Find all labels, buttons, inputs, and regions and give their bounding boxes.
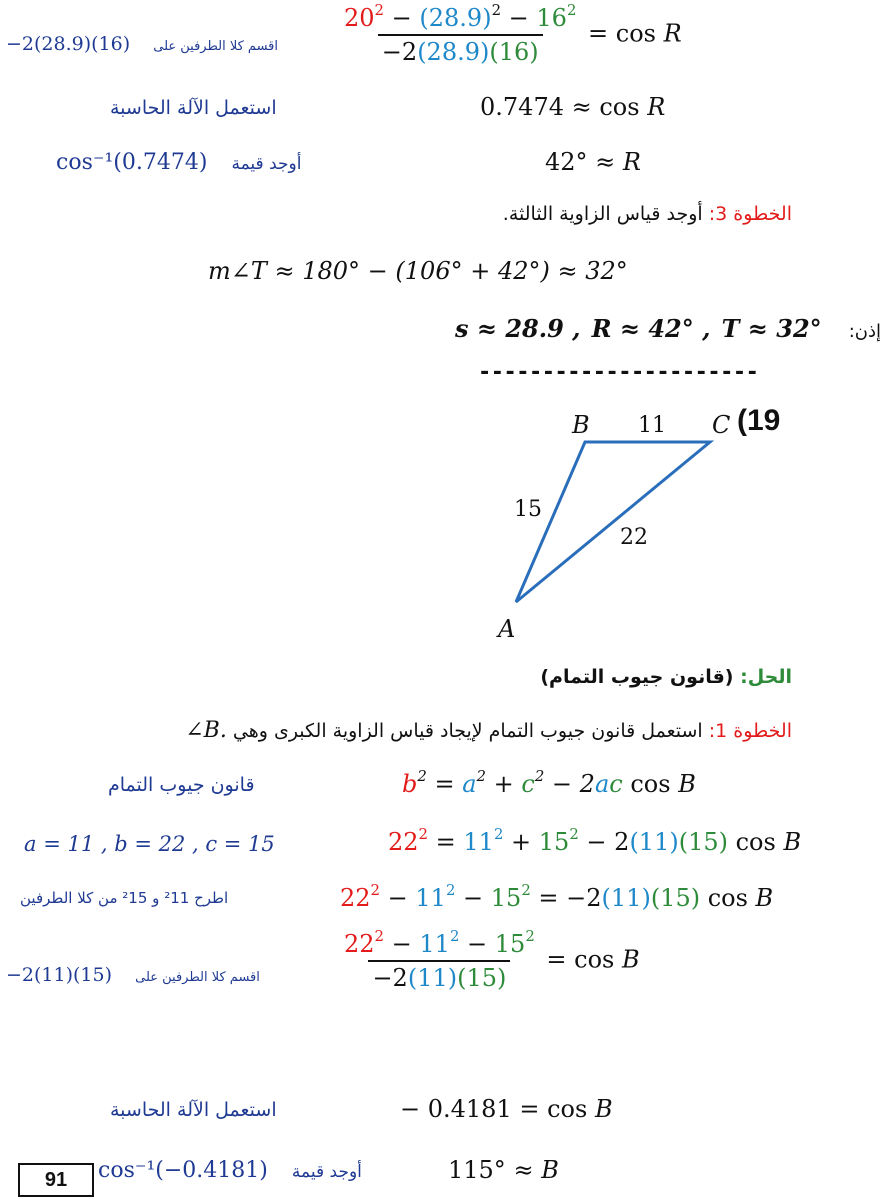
vertex-b-label: B: [572, 411, 590, 439]
calc-var: B: [594, 1095, 613, 1123]
final-value: 115° ≈: [448, 1156, 534, 1184]
final-var: B: [541, 1156, 559, 1184]
final-line: [448, 1156, 559, 1184]
divide-note-prefix: اقسم كلا الطرفين على: [135, 970, 260, 985]
step3-equation: m∠T ≈ 180° − (106° + 42°) ≈ 32°: [208, 257, 628, 285]
eq2-note: استعمل الآلة الحاسبة: [110, 97, 277, 119]
step3-label: الخطوة 3:: [708, 203, 792, 225]
solution-method: (قانون جيوب التمام): [540, 666, 734, 688]
triangle-figure: [490, 400, 730, 650]
divide-denominator: −2(11)(15): [368, 960, 510, 992]
eq3-var: R: [622, 148, 641, 176]
calc-note: استعمل الآلة الحاسبة: [110, 1099, 277, 1121]
eq3-note-prefix: أوجد قيمة: [231, 154, 302, 174]
divide-numerator: $22^2 - 11^2 - 15^2$: [344, 926, 535, 958]
conclusion-prefix: إذن:: [848, 321, 881, 342]
divide-equation: $\frac{22^2 - 11^2 - 15^2}{-2(11)(15)}$ = cos B: [340, 930, 640, 992]
solution-label: الحل:: [740, 666, 792, 688]
divide-frac: [340, 926, 539, 992]
values-note: a = 11 , b = 22 , c = 15: [24, 832, 275, 856]
eq3-note-value: cos⁻¹(0.7474): [56, 150, 208, 175]
find-note-value: cos⁻¹(−0.4181): [98, 1158, 268, 1183]
eq1-note-prefix: اقسم كلا الطرفين على: [153, 39, 278, 54]
step1-text: استعمل قانون جيوب التمام لإيجاد قياس الزاوية الكبرى وهي: [232, 720, 703, 742]
find-note: [98, 1158, 362, 1183]
eq3-value: 42° ≈: [545, 148, 616, 176]
eq1-frac: [340, 0, 580, 66]
conclusion-r: R ≈ 42° ,: [591, 314, 711, 343]
calc-value: − 0.4181 = cos: [400, 1095, 588, 1123]
conclusion-t: T ≈ 32°: [721, 314, 822, 343]
divide-note-value: −2(11)(15): [6, 964, 113, 986]
vertex-a-label: A: [498, 615, 516, 643]
eq1-note: [6, 33, 278, 55]
divider: ----------------------: [478, 360, 759, 385]
eq3-note: [56, 150, 301, 175]
subtract-equation: $22^2 - 11^2 - 15^2 = -2(11)(15)$ cos B: [340, 880, 774, 912]
vertex-c-label: C: [712, 411, 731, 439]
calc-line: [400, 1095, 613, 1123]
side-bc-label: 11: [638, 413, 666, 438]
eq2-value: 0.7474 ≈ cos: [480, 93, 640, 121]
law-equation: $b^2 = a^2 + c^2 - 2ac$ cos B: [402, 766, 696, 798]
step1-angle: ∠B.: [185, 718, 227, 743]
law-note: قانون جيوب التمام: [108, 774, 255, 796]
step1-heading: [185, 718, 792, 743]
subtract-note: اطرح ²11 و ²15 من كلا الطرفين: [20, 889, 229, 907]
eq1-fraction: $\frac{20^2 - (28.9)^2 - 16^2}{-2(28.9)(16)}$ = cos R: [340, 4, 682, 66]
triangle-abc: [516, 442, 710, 602]
divide-note: [6, 964, 260, 986]
substitution-equation: $22^2 = 11^2 + 15^2 - 2(11)(15)$ cos B: [388, 824, 802, 856]
conclusion-line: [455, 314, 881, 343]
eq1-numerator: $20^2 - (28.9)^2 - 16^2$: [344, 0, 577, 32]
find-note-prefix: أوجد قيمة: [291, 1162, 362, 1182]
eq3-line: [545, 148, 641, 176]
eq2-var: R: [647, 93, 666, 121]
side-ac-label: 22: [620, 525, 648, 550]
page-number: 91: [18, 1163, 94, 1197]
problem-number: (19: [737, 404, 781, 437]
eq1-note-value: −2(28.9)(16): [6, 33, 131, 55]
step1-label: الخطوة 1:: [708, 720, 792, 742]
eq2-line: [480, 93, 665, 121]
step3-heading: [503, 203, 792, 225]
solution-heading: [540, 666, 792, 688]
conclusion-s: s ≈ 28.9 ,: [455, 314, 581, 343]
eq1-denominator: −2(28.9)(16): [378, 34, 543, 66]
side-ab-label: 15: [514, 497, 542, 522]
step3-text: أوجد قياس الزاوية الثالثة.: [502, 203, 703, 225]
